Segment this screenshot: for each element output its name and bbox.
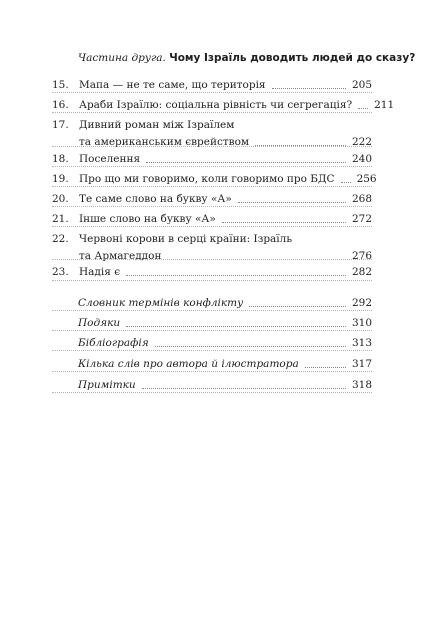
- page-number: 240: [351, 153, 372, 165]
- part-title: Чому Ізраїль доводить людей до сказу?: [169, 52, 416, 64]
- dot-leader: [155, 346, 346, 347]
- row-separator: [52, 350, 372, 351]
- toc-entry: [52, 264, 372, 281]
- dot-leader: [222, 222, 346, 223]
- back-matter-title: Бібліографія: [78, 337, 149, 349]
- dot-leader: [126, 275, 346, 276]
- chapter-title: та Армагеддон: [79, 250, 162, 262]
- back-matter-title: Кілька слів про автора й ілюстратора: [78, 358, 299, 370]
- page-number: 313: [351, 337, 372, 349]
- page-number: 205: [351, 79, 372, 91]
- chapter-number: 21.: [52, 213, 69, 225]
- chapter-title: Те саме слово на букву «А»: [79, 193, 232, 205]
- row-separator: [52, 146, 372, 147]
- row-separator: [52, 392, 372, 393]
- toc-entry: [52, 117, 372, 148]
- chapter-number: 19.: [52, 173, 69, 185]
- page-number: 318: [351, 379, 372, 391]
- back-matter-title: Подяки: [78, 317, 121, 329]
- page-number: 268: [351, 193, 372, 205]
- chapter-number: 20.: [52, 193, 69, 205]
- back-matter-title: Примітки: [78, 379, 136, 391]
- chapter-title: Надія є: [79, 266, 121, 278]
- chapter-number: 15.: [52, 79, 69, 91]
- row-separator: [52, 280, 372, 281]
- chapter-number: 22.: [52, 233, 69, 245]
- page-number: 276: [351, 250, 372, 262]
- page-number: 292: [351, 297, 372, 309]
- dot-leader: [249, 306, 346, 307]
- row-separator: [52, 92, 372, 93]
- chapter-title: Дивний роман між Ізраїлем: [79, 119, 235, 131]
- row-separator: [52, 371, 372, 372]
- row-separator: [52, 330, 372, 331]
- chapter-title: Араби Ізраїлю: соціальна рівність чи сегрегація?: [79, 99, 353, 111]
- chapter-title: Про що ми говоримо, коли говоримо про БДС: [79, 173, 335, 185]
- chapter-number: 23.: [52, 266, 69, 278]
- row-separator: [52, 259, 372, 260]
- back-matter-title: Словник термінів конфлікту: [78, 297, 244, 309]
- dot-leader: [146, 162, 346, 163]
- dot-leader: [142, 388, 346, 389]
- chapter-number: 18.: [52, 153, 69, 165]
- page-number: 310: [351, 317, 372, 329]
- dot-leader: [305, 367, 346, 368]
- chapter-title: Поселення: [79, 153, 141, 165]
- chapter-title: та американським єврейством: [79, 136, 250, 148]
- dot-leader: [126, 326, 346, 327]
- row-separator: [52, 186, 372, 187]
- row-separator: [52, 166, 372, 167]
- page-number: 222: [351, 136, 372, 148]
- chapter-title: Мапа — не те саме, що територія: [79, 79, 266, 91]
- chapter-number: 16.: [52, 99, 69, 111]
- page-number: 211: [374, 99, 395, 111]
- part-label: Частина друга.: [78, 52, 166, 64]
- dot-leader: [238, 202, 346, 203]
- chapter-title: Червоні корови в серці країни: Ізраїль: [79, 233, 293, 245]
- row-separator: [52, 310, 372, 311]
- dot-leader: [272, 88, 346, 89]
- row-separator: [52, 112, 372, 113]
- page-number: 272: [351, 213, 372, 225]
- page-number: 317: [351, 358, 372, 370]
- row-separator: [52, 206, 372, 207]
- page-number: 256: [356, 173, 377, 185]
- row-separator: [52, 226, 372, 227]
- part-heading: [78, 52, 416, 64]
- chapter-number: 17.: [52, 119, 69, 131]
- page-number: 282: [351, 266, 372, 278]
- dot-leader: [358, 108, 368, 109]
- chapter-title: Інше слово на букву «А»: [79, 213, 216, 225]
- toc-entry: [52, 231, 372, 262]
- dot-leader: [341, 182, 351, 183]
